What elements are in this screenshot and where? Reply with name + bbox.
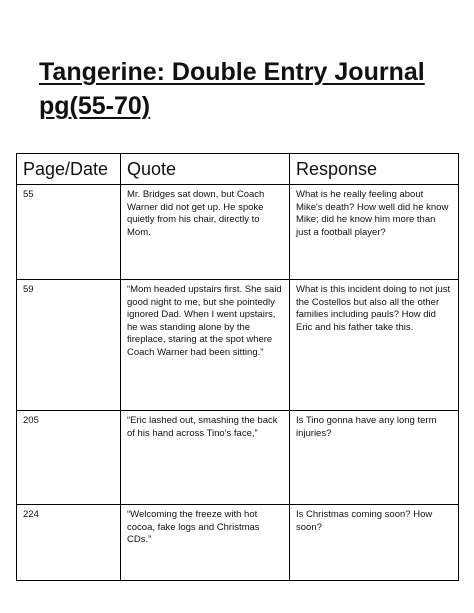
cell-quote: “Mom headed upstairs first. She said good night to me, but she pointedly ignored Dad. When I went upstairs, he was standing alone by the fireplace, staring at the spot where Coach Warner had been sitting.” (121, 280, 290, 411)
cell-page: 55 (17, 185, 121, 280)
table-row (17, 280, 459, 411)
journal-table (16, 153, 459, 581)
header-page-date: Page/Date (17, 154, 121, 185)
table-row (17, 505, 459, 581)
table-row (17, 411, 459, 505)
cell-response: Is Tino gonna have any long term injuries? (290, 411, 459, 505)
cell-page: 59 (17, 280, 121, 411)
cell-response: What is he really feeling about Mike's death? How well did he know Mike; did he know him more than just a football player? (290, 185, 459, 280)
title-line-2: pg(55-70) (39, 92, 151, 120)
cell-page: 224 (17, 505, 121, 581)
cell-quote: “Eric lashed out, smashing the back of his hand across Tino's face,” (121, 411, 290, 505)
cell-quote: “Welcoming the freeze with hot cocoa, fake logs and Christmas CDs.” (121, 505, 290, 581)
cell-response: Is Christmas coming soon? How soon? (290, 505, 459, 581)
table-row (17, 185, 459, 280)
cell-quote: Mr. Bridges sat down, but Coach Warner did not get up. He spoke quietly from his chair, directly to Mom. (121, 185, 290, 280)
header-response: Response (290, 154, 459, 185)
table-header-row (17, 154, 459, 185)
header-quote: Quote (121, 154, 290, 185)
cell-page: 205 (17, 411, 121, 505)
title-line-1: Tangerine: Double Entry Journal (39, 58, 425, 86)
page-title (39, 55, 459, 123)
cell-response: What is this incident doing to not just the Costellos but also all the other families including pauls? How did Eric and his father take this. (290, 280, 459, 411)
